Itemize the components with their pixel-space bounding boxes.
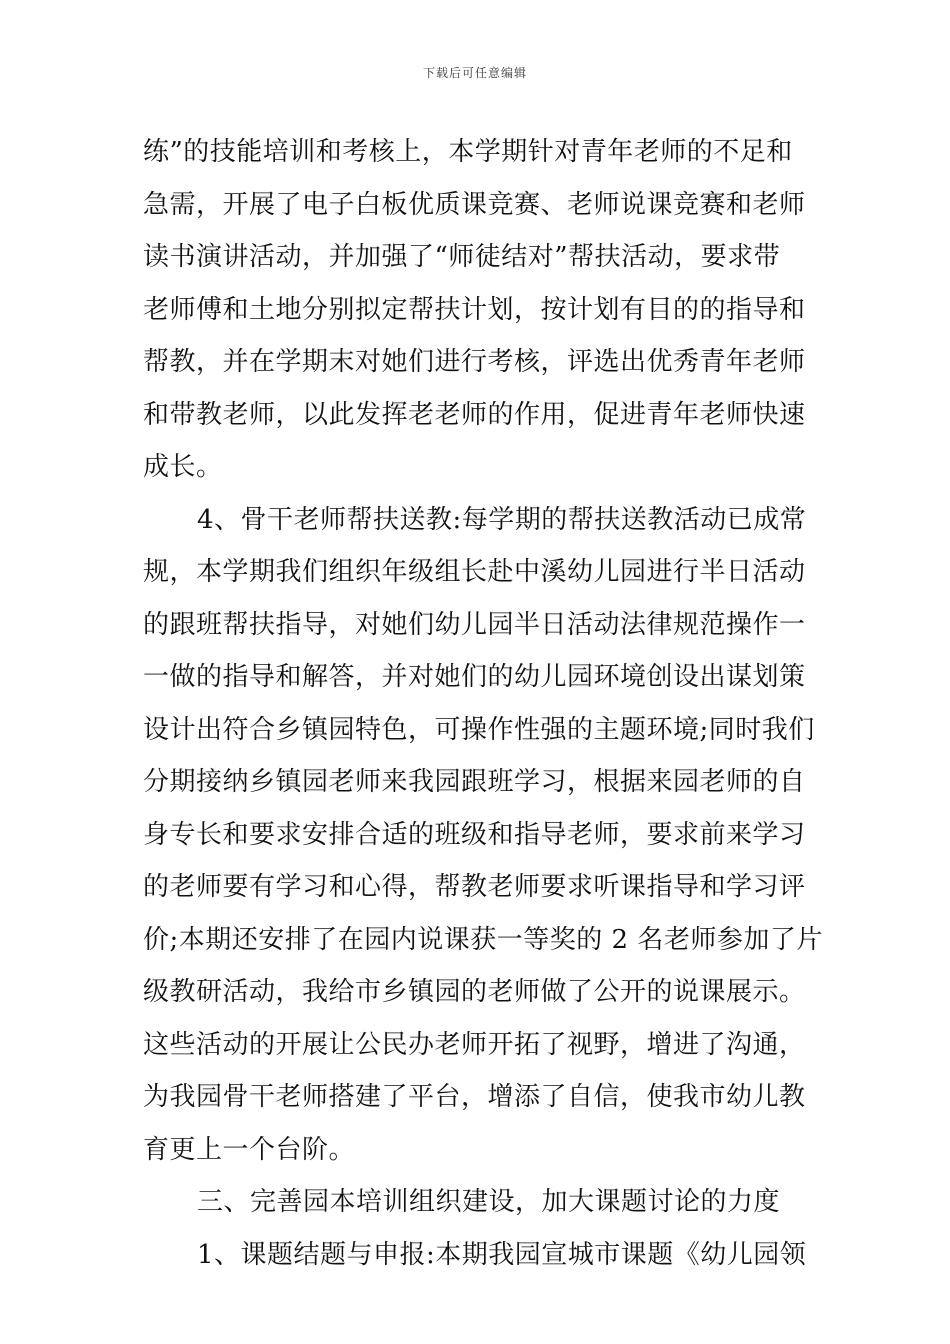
paragraph-line: 练”的技能培训和考核上，本学期针对青年老师的不足和 [143, 137, 793, 167]
paragraph-line: 这些活动的开展让公民办老师开拓了视野，增进了沟通， [143, 1029, 806, 1060]
paragraph-line: 老师傅和土地分别拟定帮扶计划，按计划有目的的指导和 [143, 294, 806, 325]
paragraph-line: 急需，开展了电子白板优质课竞赛、老师说课竞赛和老师 [143, 189, 806, 220]
download-note: 下载后可任意编辑 [422, 66, 527, 80]
body-text [143, 126, 823, 1281]
paragraph-line: 读书演讲活动，并加强了“师徒结对”帮扶活动，要求带 [143, 242, 781, 272]
paragraph-line: 成长。 [143, 452, 223, 482]
section-heading: 三、完善园本培训组织建设，加大课题讨论的力度 [197, 1187, 781, 1217]
paragraph-line: 身专长和要求安排合适的班级和指导老师，要求前来学习 [143, 819, 806, 850]
paragraph-line: 设计出符合乡镇园特色，可操作性强的主题环境;同时我们 [143, 714, 815, 745]
paragraph-line: 分期接纳乡镇园老师来我园跟班学习，根据来园老师的自 [143, 767, 806, 797]
paragraph-line: 级教研活动，我给市乡镇园的老师做了公开的说课展示。 [143, 977, 806, 1007]
paragraph-line: 规，本学期我们组织年级组长赴中溪幼儿园进行半日活动 [143, 557, 806, 587]
paragraph-line: 帮教，并在学期末对她们进行考核，评选出优秀青年老师 [143, 347, 806, 377]
paragraph-line: 为我园骨干老师搭建了平台，增添了自信，使我市幼儿教 [143, 1082, 806, 1112]
paragraph-line: 的老师要有学习和心得，帮教老师要求听课指导和学习评 [143, 872, 806, 902]
paragraph-line: 1、课题结题与申报:本期我园宣城市课题《幼儿园领 [197, 1239, 807, 1270]
paragraph-line: 一做的指导和解答，并对她们的幼儿园环境创设出谋划策 [143, 662, 806, 692]
paragraph-line: 价;本期还安排了在园内说课获一等奖的 2 名老师参加了片 [143, 924, 823, 955]
paragraph-line: 4、骨干老师帮扶送教:每学期的帮扶送教活动已成常 [197, 504, 807, 535]
paragraph-line: 育更上一个台阶。 [143, 1134, 356, 1165]
paragraph-line: 和带教老师，以此发挥老老师的作用，促进青年老师快速 [143, 399, 806, 430]
paragraph-line: 的跟班帮扶指导，对她们幼儿园半日活动法律规范操作一 [143, 609, 806, 640]
